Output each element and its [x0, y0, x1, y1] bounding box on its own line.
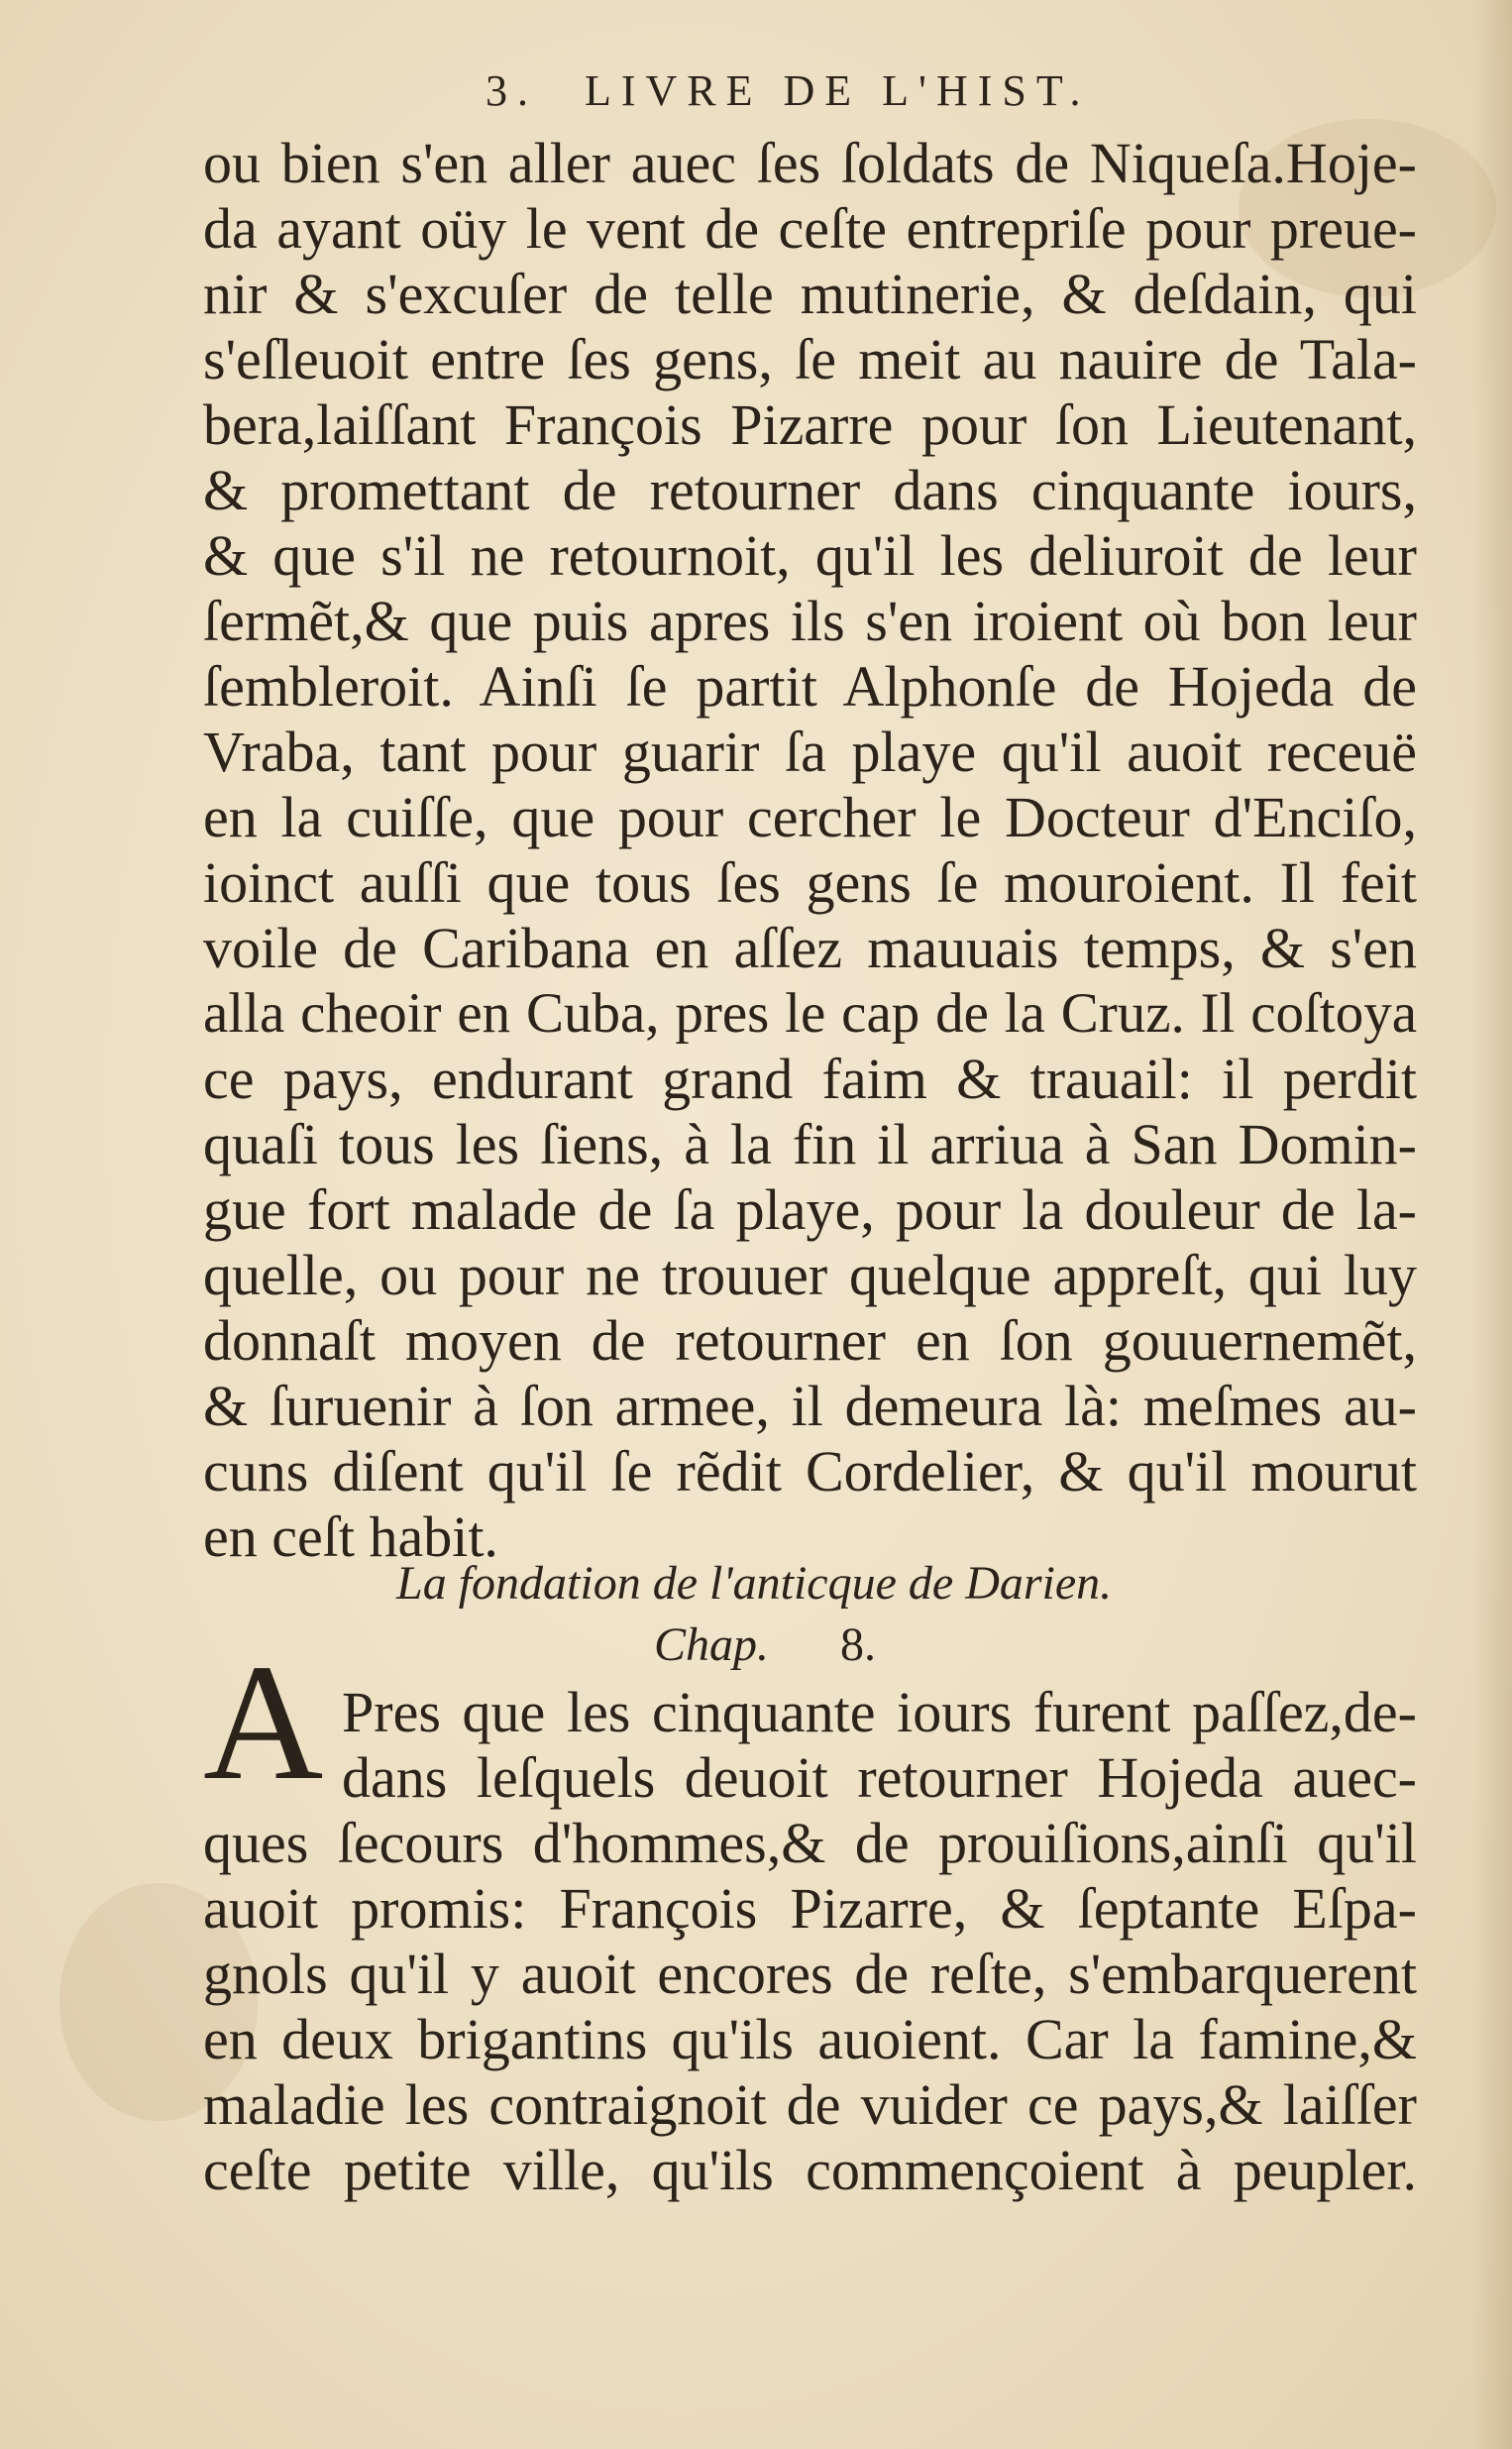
text-line: & ſuruenir à ſon armee, il demeura là: meſmes au- — [203, 1374, 1417, 1438]
running-head — [486, 65, 1179, 116]
text-line: en ceſt habit. — [203, 1504, 498, 1569]
text-line: cuns diſent qu'il ſe rẽdit Cordelier, & qu'il mourut — [203, 1439, 1417, 1503]
text-line: da ayant oüy le vent de ceſte entrepriſe pour preue- — [203, 196, 1417, 261]
chapter-numeral: 8. — [840, 1618, 877, 1671]
text-line: en deux brigantins qu'ils auoient. Car la famine,& — [203, 2007, 1417, 2071]
text-line: s'eſleuoit entre ſes gens, ſe meit au nauire de Tala- — [203, 327, 1417, 391]
drop-cap: A — [203, 1630, 324, 1815]
text-line: nir & s'excuſer de telle mutinerie, & deſdain, qui — [203, 262, 1417, 326]
text-line: ques ſecours d'hommes,& de prouiſions,ainſi qu'il — [203, 1811, 1417, 1875]
text-line: auoit promis: François Pizarre, & ſeptante Eſpa- — [203, 1876, 1417, 1941]
text-line: Vraba, tant pour guarir ſa playe qu'il auoit receuë — [203, 720, 1417, 784]
text-line: ce pays, endurant grand faim & trauail: il perdit — [203, 1047, 1417, 1111]
text-line: ſembleroit. Ainſi ſe partit Alphonſe de Hojeda de — [203, 654, 1417, 719]
text-line: ceſte petite ville, qu'ils commençoient à peupler. — [203, 2138, 1417, 2202]
text-line: bera,laiſſant François Pizarre pour ſon Lieutenant, — [203, 392, 1417, 457]
text-line: quaſi tous les ſiens, à la fin il arriua à San Domin- — [203, 1112, 1417, 1176]
text-line: voile de Caribana en aſſez mauuais temps, & s'en — [203, 916, 1417, 980]
chapter-label: Chap. — [654, 1618, 770, 1671]
text-line: maladie les contraignoit de vuider ce pays,& laiſſer — [203, 2072, 1417, 2137]
text-line: Pres que les cinquante iours furent paſſez,de- — [342, 1680, 1417, 1744]
text-line: gue fort malade de ſa playe, pour la douleur de la- — [203, 1177, 1417, 1242]
text-line: gnols qu'il y auoit encores de reſte, s'embarquerent — [203, 1942, 1417, 2006]
text-line: ou bien s'en aller auec ſes ſoldats de Niqueſa.Hoje- — [203, 131, 1417, 195]
text-line: quelle, ou pour ne trouuer quelque appreſt, qui luy — [203, 1243, 1417, 1307]
chapter-number — [654, 1617, 876, 1672]
text-line: en la cuiſſe, que pour cercher le Docteur d'Enciſo, — [203, 785, 1417, 849]
text-line: ioinct auſſi que tous ſes gens ſe mouroient. Il feit — [203, 850, 1417, 915]
text-line: ſermẽt,& que puis apres ils s'en iroient où bon leur — [203, 589, 1417, 653]
text-line: donnaſt moyen de retourner en ſon gouuernemẽt, — [203, 1308, 1417, 1373]
text-line: alla cheoir en Cuba, pres le cap de la Cruz. Il coſtoya — [203, 982, 1417, 1045]
running-head-title: LIVRE DE L'HIST. — [585, 66, 1091, 115]
text-line: & promettant de retourner dans cinquante iours, — [203, 458, 1417, 522]
chapter-title: La fondation de l'anticque de Darien. — [396, 1557, 1113, 1610]
page-edge-shadow — [1472, 0, 1512, 2449]
page-number: 3. — [486, 66, 538, 115]
text-line: & que s'il ne retournoit, qu'il les deliuroit de leur — [203, 523, 1417, 588]
text-line: dans leſquels deuoit retourner Hojeda auec- — [342, 1745, 1417, 1810]
